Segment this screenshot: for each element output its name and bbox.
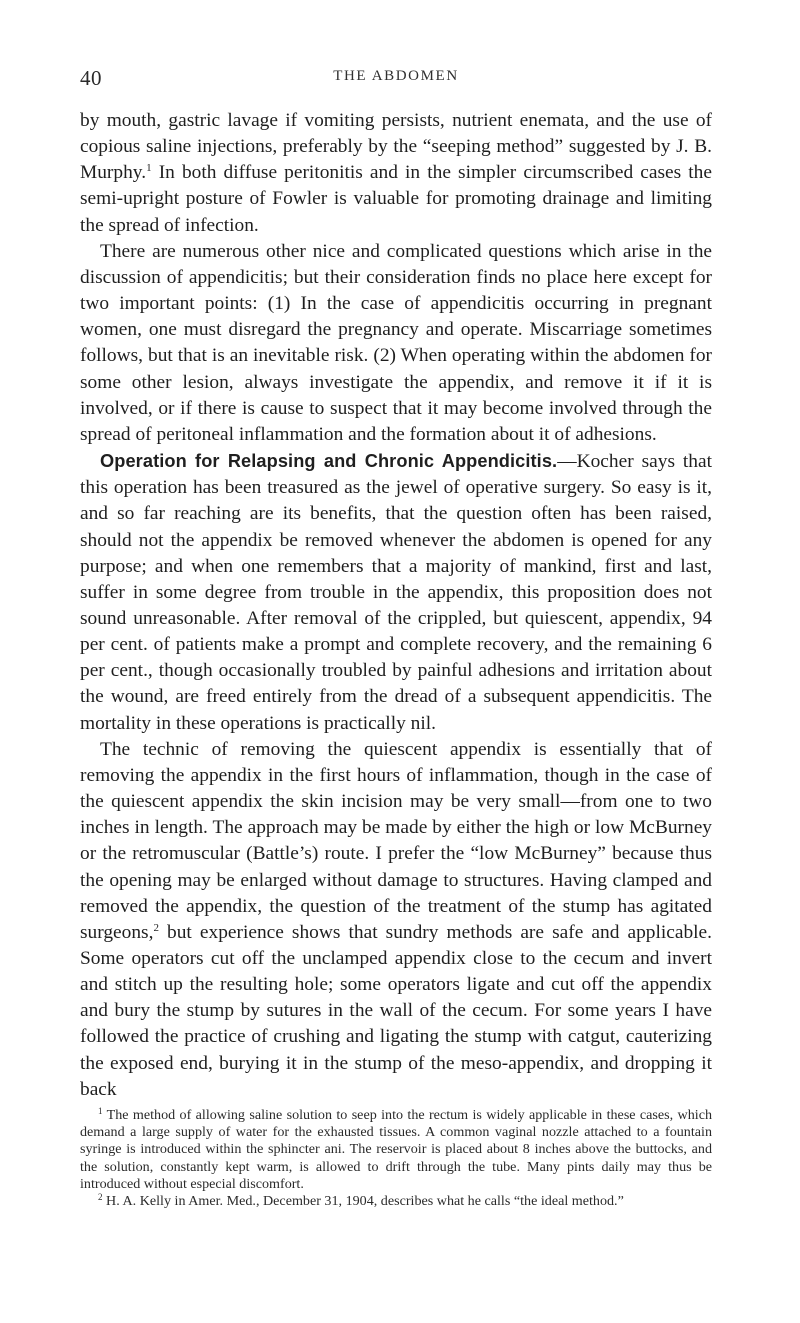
paragraph-text: The technic of removing the quiescent appendix is essentially that of removing the appendix in the first hours of inflammation, though in the case of the quiescent appendix the skin incision may be very small—from one to two inches in length. The approach may be made by either the high or low McBurney or the retromuscular (Battle’s) route. I prefer the “low McBurney” because thus the opening may be enlarged without damage to structures. Having clamped and removed the appendix, the question of the treatment of the stump has agitated surgeons, (80, 738, 712, 943)
section-heading: Operation for Relapsing and Chronic Appendicitis. (100, 451, 558, 472)
paragraph-treatment (80, 108, 712, 239)
footnote-ref-2: 2 (153, 921, 159, 934)
body-text (80, 108, 712, 1103)
footnote-2 (80, 1193, 712, 1210)
footnote-ref-1: 1 (146, 162, 152, 175)
page-number: 40 (80, 66, 102, 90)
paragraph-text: —Kocher says that this operation has been treasured as the jewel of operative surgery. So easy is it, and so far reaching are its benefits, that the question often has been raised, should not the appendix be removed whenever the abdomen is opened for any purpose; and when one remembers that a majority of mankind, first and last, suffer in some degree from trouble in the appendix, this proposition does not sound unreasonable. After removal of the crippled, but quiescent, appendix, 94 per cent. of patients make a prompt and complete recovery, and the remaining 6 per cent., though occasionally troubled by painful adhesions and irritation about the wound, are freed entirely from the dread of a subsequent appendicitis. The mortality in these operations is practically nil. (80, 451, 712, 734)
paragraph-relapsing-operation (80, 448, 712, 737)
paragraph-text: but experience shows that sundry methods are safe and applicable. Some operators cut off the unclamped appendix close to the cecum and invert and stitch up the resulting hole; some operators ligate and cut off the appendix and bury the stump by sutures in the wall of the cecum. For some years I have followed the practice of crushing and ligating the stump with catgut, cauterizing the exposed end, burying it in the stump of the meso-appendix, and dropping it back (80, 921, 712, 1100)
paragraph-text: There are numerous other nice and complicated questions which arise in the discussion of appendicitis; but their consideration finds no place here except for two important points: (1) In the case of appendicitis occurring in pregnant women, one must disregard the pregnancy and operate. Miscarriage sometimes follows, but that is an inevitable risk. (2) When operating within the abdomen for some other lesion, always investigate the appendix, and remove it if it is involved, or if there is cause to suspect that it may become involved through the spread of peritoneal inflammation and the formation about it of adhesions. (80, 240, 712, 445)
book-page (80, 66, 712, 1210)
footnotes (80, 1107, 712, 1210)
paragraph-other-questions (80, 239, 712, 448)
page-header (80, 66, 712, 90)
footnote-marker: 1 (98, 1105, 103, 1116)
paragraph-text: In both diffuse peritonitis and in the simpler circumscribed cases the semi-upright posture of Fowler is valuable for promoting drainage and limiting the spread of infection. (80, 162, 712, 236)
paragraph-technic (80, 737, 712, 1103)
footnote-1 (80, 1107, 712, 1193)
footnote-marker: 2 (98, 1191, 103, 1202)
paragraph-text: by mouth, gastric lavage if vomiting persists, nutrient enemata, and the use of copious saline injections, preferably by the “seeping method” suggested by J. B. Murphy. (80, 110, 712, 184)
footnote-text: The method of allowing saline solution to seep into the rectum is widely applicable in these cases, which demand a large supply of water for the exhausted tissues. A common vaginal nozzle attached to a fountain syringe is introduced within the sphincter ani. The reservoir is placed about 8 inches above the buttocks, and the solution, constantly kept warm, is allowed to drift through the tube. Many pints daily may thus be introduced without especial discomfort. (80, 1106, 712, 1192)
footnote-text: H. A. Kelly in Amer. Med., December 31, 1904, describes what he calls “the ideal method.” (102, 1192, 624, 1209)
running-title: THE ABDOMEN (333, 68, 459, 84)
